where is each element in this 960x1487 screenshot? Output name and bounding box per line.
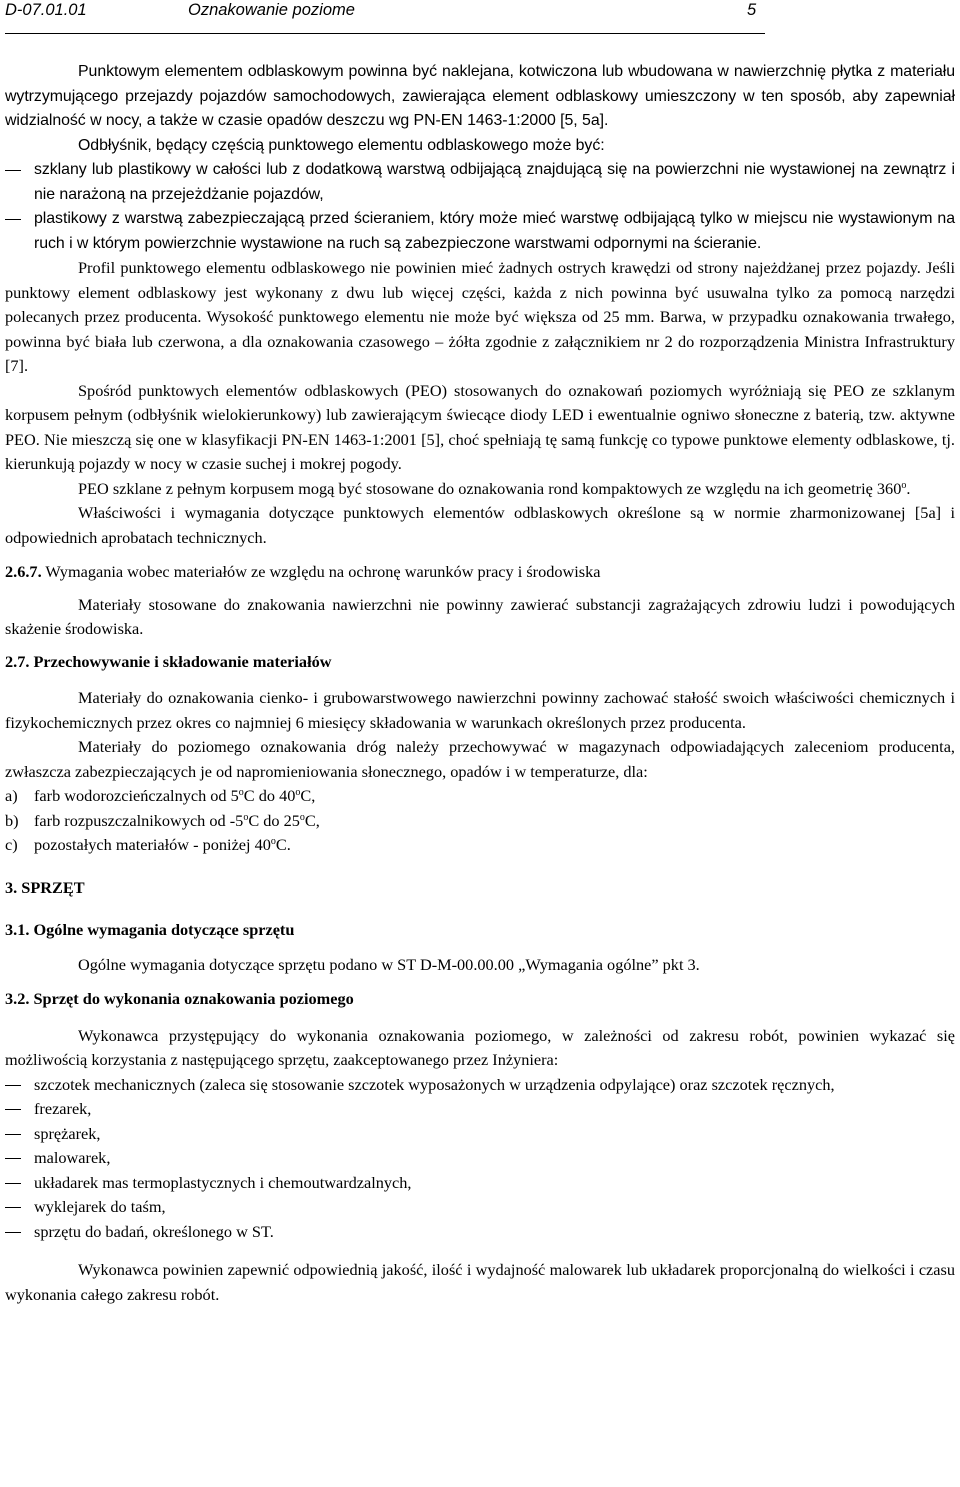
degree-sign: o [901, 479, 907, 491]
section-title: 3. SPRZĘT [5, 877, 85, 897]
section-title: Wymagania wobec materiałów ze względu na ochronę warunków pracy i środowiska [41, 562, 601, 581]
paragraph: Punktowym elementem odblaskowym powinna być naklejana, kotwiczona lub wbudowana w nawierzchnię płytka z materiału wytrzymującego przejazdy pojazdów samochodowych, zawierająca element odblaskowy umieszczony w ten sposób, aby zapewniał widzialność w nocy, a także w czasie opadów deszczu wg PN-EN 1463-1:2000 [5, 5a]. [5, 63, 955, 129]
list-letter: c) [5, 835, 18, 854]
list-item-text: układarek mas termoplastycznych i chemoutwardzalnych, [34, 1172, 412, 1192]
section-heading-3-1 [5, 918, 955, 943]
list-item: a) farb wodorozcieńczalnych od 5$^o$C do 40$^o$C, [5, 784, 955, 809]
list-letter: b) [5, 810, 19, 830]
document-body [5, 60, 955, 1307]
paragraph: Materiały stosowane do znakowania nawierzchni nie powinny zawierać substancji zagrażających zdrowiu ludzi i powodujących skażenie środowiska. [5, 594, 955, 638]
dash-marker [5, 1134, 21, 1135]
list-item-text: plastikowy z warstwą zabezpieczającą przed ścieraniem, który może mieć warstwę odbijającą tylko w miejscu nie wystawionym na ruch i w którym powierzchnie wystawione na ruch są zabezpieczone warstwami odpornymi na ścieranie. [34, 210, 955, 252]
paragraph: Materiały do oznakowania cienko- i grubowarstwowego nawierzchni powinny zachować stałość swoich właściwości chemicznych i fizykochemicznych przez okres co najmniej 6 miesięcy składowania w warunkach określonych przez producenta. [5, 688, 955, 732]
list-item-text: sprężarek, [34, 1123, 101, 1143]
section-number: 2.6.7. [5, 562, 42, 581]
list-item [5, 1220, 955, 1245]
section-title: Ogólne wymagania dotyczące sprzętu [29, 920, 295, 939]
list-item: c) pozostałych materiałów - poniżej 40$^o$C. [5, 833, 955, 858]
list-item [5, 1073, 955, 1098]
section-title: Przechowywanie i składowanie materiałów [29, 651, 332, 671]
list-item: b) farb rozpuszczalnikowych od -5$^o$C do 25$^o$C, [5, 809, 955, 834]
list-item [5, 1097, 955, 1122]
list-item [5, 1146, 955, 1171]
list-item [5, 158, 955, 207]
section-number: 2.7. [5, 651, 30, 671]
degree-sign: o [299, 811, 305, 823]
list-item-text: szklany lub plastikowy w całości lub z dodatkową warstwą odbijającą znajdującą się na powierzchni nie wystawionej na zewnątrz i nie narażoną na przejeżdżanie pojazdów, [34, 161, 955, 203]
document-title: Oznakowanie poziome [188, 1, 355, 19]
section-title: Sprzęt do wykonania oznakowania poziomego [29, 989, 354, 1008]
section-number: 3.2. [5, 989, 30, 1008]
section-heading-3-2 [5, 987, 955, 1012]
dash-marker [5, 170, 21, 171]
paragraph: Odbłyśnik, będący częścią punktowego elementu odblaskowego może być: [78, 136, 605, 154]
list-item-text: wyklejarek do taśm, [34, 1197, 166, 1216]
list-item [5, 207, 955, 256]
paragraph [5, 477, 955, 502]
dash-marker [5, 1183, 21, 1184]
paragraph: Profil punktowego elementu odblaskowego nie powinien mieć żadnych ostrych krawędzi od strony najeżdżanej przez pojazdy. Jeśli punktowy element odblaskowy jest wykonany z dwu lub więcej części, każda z nich powinna być usuwalna tylko za pomocą narzędzi polecanych przez producenta. Wysokość punktowego elementu nie może być większa od 25 mm. Barwa, w przypadku oznakowania trwałego, powinna być biała lub czerwona, a dla oznakowania czasowego – żółta zgodnie z załącznikiem nr 2 do rozporządzenia Ministra Infrastruktury [7]. [5, 258, 955, 375]
section-heading-2-7 [5, 650, 955, 675]
page-number: 5 [747, 1, 757, 19]
degree-sign: o [295, 787, 301, 798]
paragraph: Spośród punktowych elementów odblaskowych (PEO) stosowanych do oznakowań poziomych wyróżniają się PEO ze szklanym korpusem pełnym (odbłyśnik wielokierunkowy) lub zawierającym świecące diody LED i ewentualnie ogniwo słoneczne z baterią, tzw. aktywne PEO. Nie mieszczą się one w klasyfikacji PN-EN 1463-1:2001 [5], choć spełniają tę samą funkcję co typowe punktowe elementy odblaskowe, tj. kierunkują pojazdy w nocy w czasie suchej i mokrej pogody. [5, 380, 955, 473]
section-heading-2-6-7 [5, 560, 955, 585]
list-item [5, 1171, 955, 1196]
document-page [5, 0, 955, 1304]
document-code: D-07.01.01 [5, 1, 87, 19]
list-item [5, 1122, 955, 1147]
dash-marker [5, 1109, 21, 1110]
list-item-text: szczotek mechanicznych (zaleca się stosowanie szczotek wyposażonych w urządzenia odpylające) oraz szczotek ręcznych, [34, 1074, 835, 1094]
header-rule [5, 33, 765, 34]
dash-marker [5, 1158, 21, 1159]
paragraph-end: . [906, 478, 911, 498]
list-item [5, 1195, 955, 1220]
section-number: 3.1. [5, 920, 30, 939]
list-item-text: frezarek, [34, 1099, 92, 1118]
dash-marker [5, 1232, 21, 1233]
list-item-text: malowarek, [34, 1148, 111, 1167]
paragraph-text: PEO szklane z pełnym korpusem mogą być stosowane do oznakowania rond kompaktowych ze względu na ich geometrię 360 [78, 478, 902, 498]
section-heading-3 [5, 876, 955, 901]
page-header [5, 0, 955, 38]
paragraph: Materiały do poziomego oznakowania dróg należy przechowywać w magazynach odpowiadających zaleceniom producenta, zwłaszcza zabezpieczających je od napromieniowania słonecznego, opadów i w temperaturze, dla: [5, 737, 955, 781]
paragraph: Wykonawca powinien zapewnić odpowiednią jakość, ilość i wydajność malowarek lub układarek proporcjonalną do wielkości i czasu wykonania całego zakresu robót. [5, 1260, 955, 1304]
paragraph: Ogólne wymagania dotyczące sprzętu podano w ST D-M-00.00.00 „Wymagania ogólne” pkt 3. [78, 954, 700, 974]
paragraph: Właściwości i wymagania dotyczące punktowych elementów odblaskowych określone są w normie zharmonizowanej [5a] i odpowiednich aprobatach technicznych. [5, 503, 955, 547]
paragraph: Wykonawca przystępujący do wykonania oznakowania poziomego, w zależności od zakresu robót, powinien wykazać się możliwością korzystania z następującego sprzętu, zaakceptowanego przez Inżyniera: [5, 1025, 955, 1069]
list-item-text: sprzętu do badań, określonego w ST. [34, 1221, 274, 1241]
dash-marker [5, 219, 21, 220]
degree-sign: o [238, 787, 244, 798]
degree-sign: o [243, 811, 249, 823]
degree-sign: o [270, 836, 276, 847]
dash-marker [5, 1085, 21, 1086]
list-letter: a) [5, 786, 18, 805]
dash-marker [5, 1207, 21, 1208]
